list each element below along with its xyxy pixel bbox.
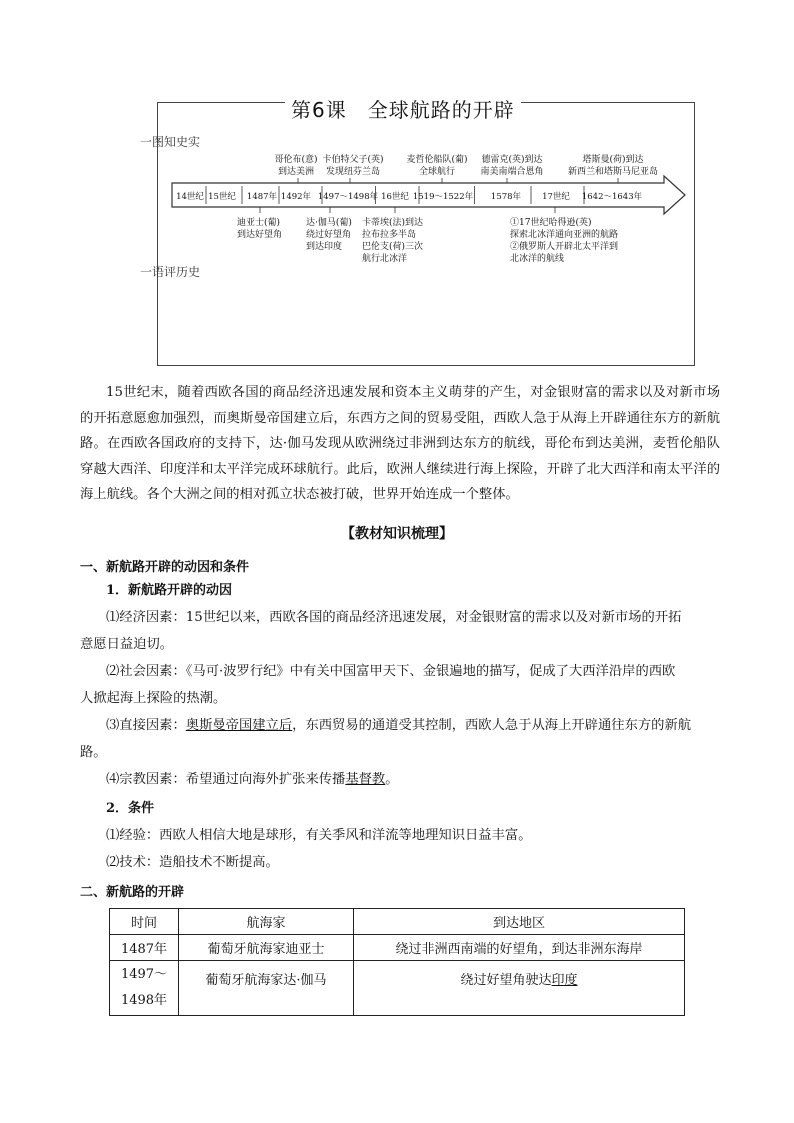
timeline-tick-label: 1642～1643年: [581, 192, 643, 202]
motive-economic-2: 意愿日益迫切。: [80, 637, 174, 652]
event-hudson-1: ①17世纪哈得逊(英): [510, 218, 592, 228]
event-cabot-2: 发现纽芬兰岛: [325, 167, 381, 177]
event-dias-1: 迪亚士(葡): [237, 218, 281, 228]
event-columbus-1: 哥伦布(意): [274, 155, 318, 165]
section-heading: 【教材知识梳理】: [341, 526, 453, 542]
event-tasman-1: 塔斯曼(荷)到达: [582, 155, 644, 165]
cell-area-key: 印度: [551, 973, 578, 988]
cell-area: 绕过非洲西南端的好望角，到达非洲东海岸: [354, 935, 685, 961]
timeline-tick-label: 14世纪: [176, 192, 204, 202]
event-dias-2: 到达好望角: [237, 230, 283, 240]
cell-time: [110, 961, 179, 1016]
motive-economic-1: ⑴经济因素：15世纪以来，西欧各国的商品经济迅速发展，对金银财富的需求以及对新市场的开拓: [106, 610, 682, 625]
intro-paragraph: 15世纪末，随着西欧各国的商品经济迅速发展和资本主义萌芽的产生，对金银财富的需求以及对新市场的开拓意愿愈加强烈，而奥斯曼帝国建立后，东西方之间的贸易受阻，西欧人急于从海上开辟通往东方的新航路。在西欧各国政府的支持下，达·伽马发现从欧洲绕过非洲到达东方的航线，哥伦布到达美洲，麦哲伦船队穿越大西洋、印度洋和太平洋完成环球航行。此后，欧洲人继续进行海上探险，开辟了北大西洋和南太平洋的海上航线。各个大洲之间的相对孤立状态被打破，世界开始连成一个整体。: [80, 385, 720, 502]
cell-time-line2: 1498年: [120, 993, 168, 1008]
timeline-tick-label: 17世纪: [542, 192, 570, 202]
section-1-title: 一、新航路开辟的动因和条件: [80, 560, 250, 575]
review-label: 一语评历史: [140, 265, 201, 279]
table-row: [110, 935, 685, 961]
event-gama-3: 到达印度: [306, 242, 343, 252]
navigation-table: [109, 908, 685, 1016]
motive-religious: [106, 767, 399, 793]
motive-direct-1: [106, 713, 691, 739]
col-header-time: 时间: [110, 909, 179, 935]
timeline-tick-label: 1497～1498年: [317, 192, 379, 202]
timeline-tick-label: 1487年: [246, 192, 278, 202]
timeline-tick-label: 16世纪: [381, 192, 409, 202]
table-row: [110, 961, 685, 1016]
cell-time: 1487年: [110, 935, 179, 961]
event-cartier-2: 拉布拉多半岛: [362, 230, 417, 240]
condition-technology: ⑵技术：造船技术不断提高。: [106, 855, 279, 870]
event-hudson-2: 探索北冰洋通向亚洲的航路: [510, 230, 619, 240]
event-barents-2: 航行北冰洋: [362, 254, 408, 264]
timeline-tick-label: 1519～1522年: [412, 192, 474, 202]
event-tasman-2: 新西兰和塔斯马尼亚岛: [567, 167, 659, 177]
cell-area-prefix: 绕过好望角驶达: [460, 973, 552, 988]
motive-direct-rest: ，东西贸易的通道受其控制，西欧人急于从海上开辟通往东方的新航: [292, 718, 692, 733]
page-title: 第6课 全球航路的开辟: [285, 94, 521, 123]
timeline-tick-label: 1578年: [490, 192, 522, 202]
event-russia-2: 北冰洋的航线: [510, 254, 565, 264]
event-drake-2: 南美南端合恩角: [480, 167, 544, 177]
motive-direct-key: 奥斯曼帝国建立后: [185, 718, 293, 733]
motive-direct-prefix: ⑶直接因素：: [106, 718, 186, 733]
subsection-motives: 1．新航路开辟的动因: [106, 583, 233, 598]
event-russia-1: ②俄罗斯人开辟北太平洋到: [510, 242, 619, 252]
motive-social-2: 人掀起海上探险的热潮。: [80, 691, 227, 706]
motive-social-1: ⑵社会因素：《马可·波罗行纪》中有关中国富甲天下、金银遍地的描写，促成了大西洋沿岸的西欧: [106, 664, 676, 679]
motive-direct-2: 路。: [80, 745, 107, 760]
motive-religious-end: 。: [385, 772, 399, 787]
event-drake-1: 德雷克(英)到达: [481, 155, 543, 165]
event-cabot-1: 卡伯特父子(英): [322, 155, 384, 165]
timeline-label: 一图知史实: [140, 135, 201, 149]
table-header-row: [110, 909, 685, 935]
event-gama-2: 绕过好望角: [306, 230, 352, 240]
subsection-conditions: 2．条件: [106, 801, 155, 816]
motive-religious-prefix: ⑷宗教因素：希望通过向海外扩张来传播: [106, 772, 346, 787]
event-magellan-1: 麦哲伦船队(葡): [406, 155, 468, 165]
timeline-tick-label: 1492年: [280, 192, 312, 202]
event-magellan-2: 全球航行: [418, 167, 456, 177]
condition-experience: ⑴经验：西欧人相信大地是球形，有关季风和洋流等地理知识日益丰富。: [106, 828, 532, 843]
col-header-area: 到达地区: [354, 909, 685, 935]
event-cartier-1: 卡蒂埃(法)到达: [362, 218, 424, 228]
cell-time-line1: 1497～: [120, 967, 168, 982]
col-header-navigator: 航海家: [179, 909, 354, 935]
event-barents-1: 巴伦支(荷)三次: [362, 242, 424, 252]
event-gama-1: 达·伽马(葡): [306, 218, 352, 228]
cell-area: [354, 961, 685, 1016]
timeline-tick-label: 15世纪: [208, 192, 236, 202]
event-columbus-2: 到达美洲: [277, 167, 315, 177]
cell-navigator: 葡萄牙航海家迪亚士: [179, 935, 354, 961]
timeline-diagram: [0, 0, 794, 400]
cell-navigator: 葡萄牙航海家达·伽马: [179, 961, 354, 1016]
section-2-title: 二、新航路的开辟: [80, 885, 185, 900]
motive-religious-key: 基督教: [345, 772, 386, 787]
